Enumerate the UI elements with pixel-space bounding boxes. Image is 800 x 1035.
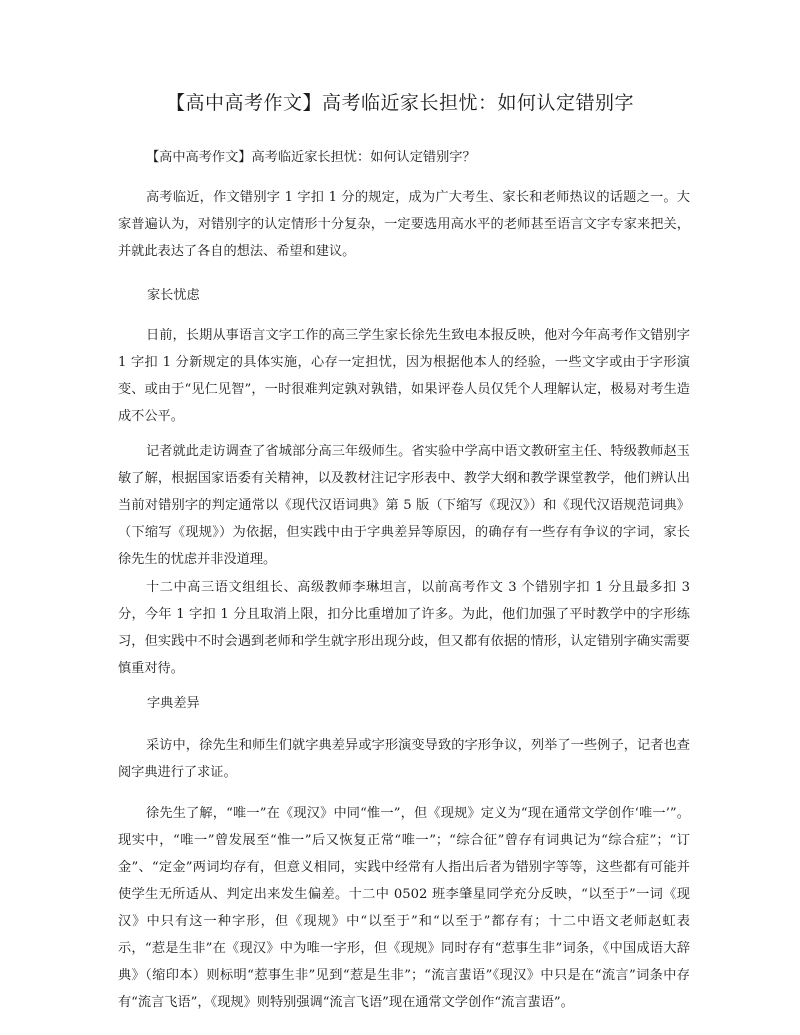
paragraph-2: 日前，长期从事语言文字工作的高三学生家长徐先生致电本报反映，他对今年高考作文错别字 1 字扣 1 分新规定的具体实施，心存一定担忧，因为根据他本人的经验，一些文字或由于字形演变、或由于“见仁见智”，一时很难判定孰对孰错，如果评卷人员仅凭个人理解认定，极易对考生造成不公平。 [118,328,690,424]
paragraph-1: 高考临近，作文错别字 1 字扣 1 分的规定，成为广大考生、家长和老师热议的话题之一。大家普遍认为，对错别字的认定情形十分复杂，一定要选用高水平的老师甚至语言文字专家来把关，并就此表达了各自的想法、希望和建议。 [118,190,690,259]
intro-heading-paragraph: 【高中高考作文】高考临近家长担忧：如何认定错别字？ [146,150,476,165]
paragraph-5: 采访中，徐先生和师生们就字典差异或字形演变导致的字形争议，列举了一些例子，记者也查阅字典进行了求证。 [118,738,690,780]
document-title: 【高中高考作文】高考临近家长担忧：如何认定错别字 [165,92,634,114]
paragraph-3: 记者就此走访调查了省城部分高三年级师生。省实验中学高中语文教研室主任、特级教师赵玉敏了解，根据国家语委有关精神，以及教材注记字形表中、教学大纲和教学课堂教学，他们辨认出当前对错别字的判定通常以《现代汉语词典》第 5 版（下缩写《现汉》）和《现代汉语规范词典》（下缩写《现规》）为依据，但实践中由于字典差异等原因，的确存有一些存有争议的字词，家长徐先生的忧虑并非没道理。 [118,444,690,567]
paragraph-6: 徐先生了解，“唯一”在《现汉》中同“惟一”，但《现规》定义为“现在通常文学创作‘唯一’”。现实中，“唯一”曾发展至“惟一”后又恢复正常“唯一”；“综合征”曾存有词典记为“综合症”；“订金”、“定金”两词均存有，但意义相同，实践中经常有人指出后者为错别字等等，这些都有可能并使学生无所适从、判定出来发生偏差。十二中 0502 班李肇星同学充分反映，“以至于”一词《现汉》中只有这一种字形，但《现规》中“以至于”和“以至于”都存有；十二中语文老师赵虹表示，“惹是生非”在《现汉》中为唯一字形，但《现规》同时存有“惹事生非”词条，《中国成语大辞典》（缩印本）则标明“惹事生非”见到“惹是生非”；“流言蜚语”《现汉》中只是在“流言”词条中存有“流言飞语”，《现规》则特别强调“流言飞语”现在通常文学创作“流言蜚语”。 [118,806,690,1010]
section-heading-parent-worry: 家长忧虑 [147,288,200,303]
paragraph-4: 十二中高三语文组组长、高级教师李琳坦言，以前高考作文 3 个错别字扣 1 分且最多扣 3 分，今年 1 字扣 1 分且取消上限，扣分比重增加了许多。为此，他们加强了平时教学中的字形练习，但实践中不时会遇到老师和学生就字形出现分歧，但又都有依据的情形，认定错别字确实需要慎重对待。 [118,580,690,676]
section-heading-dictionary-difference: 字典差异 [147,696,200,711]
